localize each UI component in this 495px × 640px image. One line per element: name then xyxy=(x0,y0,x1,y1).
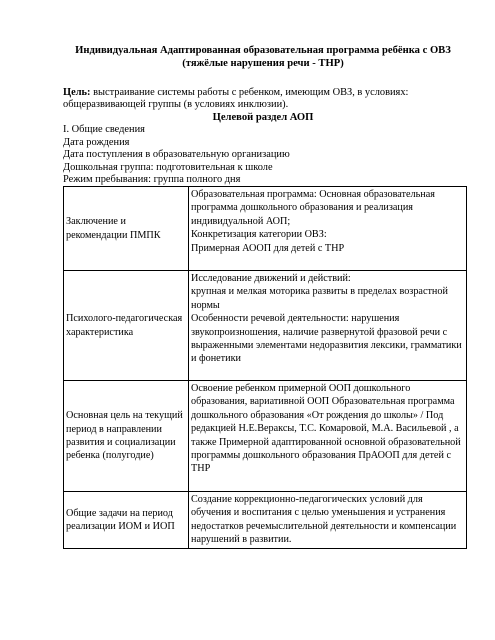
table-content-cell xyxy=(189,187,467,271)
info-admission-date: Дата поступления в образовательную организацию xyxy=(63,149,290,160)
cell-paragraph: Создание коррекционно-педагогических условий для обучения и воспитания с целью уменьшения и устранения недостатков речемыслительной деятельности и компенсации нарушений в развитии. xyxy=(191,494,457,546)
cell-paragraph: крупная и мелкая моторика развиты в пределах возрастной нормы xyxy=(191,286,448,311)
section-title: Целевой раздел АОП xyxy=(212,112,314,123)
document-page xyxy=(63,44,463,549)
table-label-cell: Общие задачи на период реализации ИОМ и ИОП xyxy=(64,492,189,549)
cell-paragraph: Примерная АООП для детей с ТНР xyxy=(191,242,345,254)
goal-text-line2: общеразвивающей группы (в условиях инклюзии). xyxy=(63,98,289,110)
document-title-line2: (тяжёлые нарушения речи - ТНР) xyxy=(182,58,344,69)
table-row xyxy=(64,271,467,381)
table-row xyxy=(64,492,467,549)
table-content-cell xyxy=(189,492,467,549)
table-content-cell xyxy=(189,381,467,492)
info-stay-mode: Режим пребывания: группа полного дня xyxy=(63,174,241,185)
info-general: I. Общие сведения xyxy=(63,124,145,135)
table-label-cell: Заключение и рекомендации ПМПК xyxy=(64,187,189,271)
cell-paragraph: Особенности речевой деятельности: нарушения звукопроизношения, наличие развернутой фразовой речи с выраженными элементами недоразвития лексики, грамматики и фонетики xyxy=(191,313,462,365)
table-label-cell: Психолого-педагогическая характеристика xyxy=(64,271,189,381)
info-birth-date: Дата рождения xyxy=(63,136,130,148)
aop-table xyxy=(63,186,467,549)
cell-paragraph: Конкретизация категории ОВЗ: xyxy=(191,229,327,241)
table-row xyxy=(64,381,467,492)
info-group: Дошкольная группа: подготовительная к школе xyxy=(63,161,273,173)
goal-paragraph xyxy=(63,87,463,110)
document-title-line1: Индивидуальная Адаптированная образовательная программа ребёнка с ОВЗ xyxy=(75,45,451,56)
cell-paragraph: Исследование движений и действий: xyxy=(191,273,351,284)
cell-paragraph: Образовательная программа: Основная образовательная программа дошкольного образования и реализация индивидуальной АОП; xyxy=(191,189,435,227)
goal-label: Цель: xyxy=(63,87,91,98)
table-label-cell: Основная цель на текущий период в направлении развития и социализации ребенка (полугодие) xyxy=(64,381,189,492)
cell-paragraph: Освоение ребенком примерной ООП дошкольного образования, вариативной ООП Образовательная программа дошкольного образования «От рождения до школы» / Под редакцией Н.Е.Вераксы, Т.С. Комаровой, М.А. Васильевой , а также Примерной адаптированной основной образовательной программы дошкольного образования ПрАООП для детей с ТНР xyxy=(191,383,461,475)
table-row xyxy=(64,187,467,271)
goal-text-line1: выстраивание системы работы с ребенком, имеющим ОВЗ, в условиях: xyxy=(90,87,409,98)
table-content-cell xyxy=(189,271,467,381)
